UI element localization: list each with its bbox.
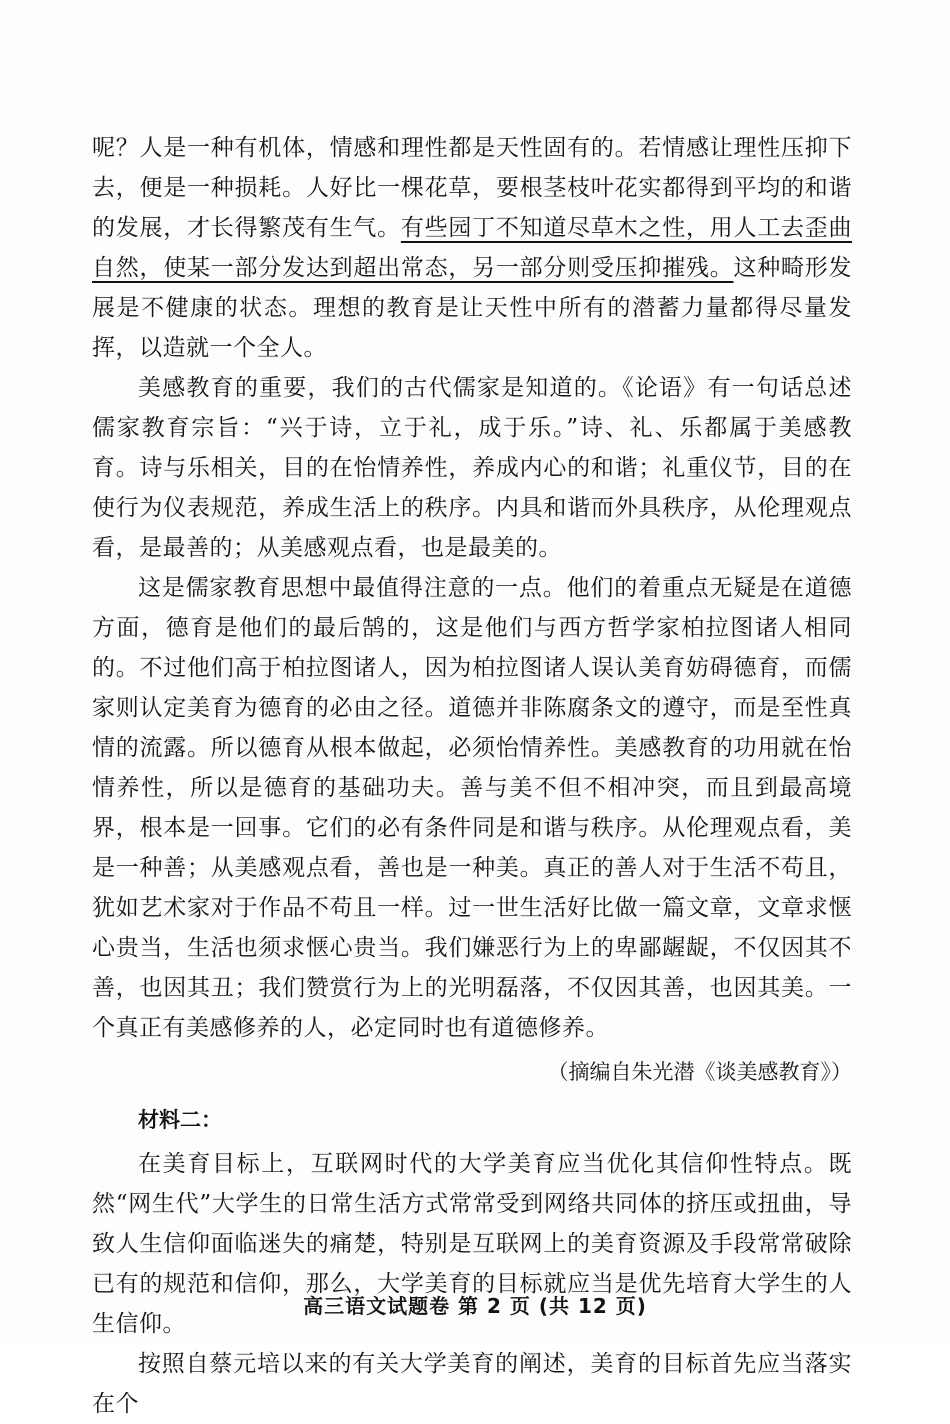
underlined-sentence: 有些园丁不知道尽草木之性，用人工去歪曲自然，使某一部分发达到超出常态，另一部分则受压抑摧残。 [92, 215, 853, 281]
material-two-label: 材料二： [138, 1108, 222, 1132]
paragraph-internet-aesthetics: 在美育目标上，互联网时代的大学美育应当优化其信仰性特点。既然“网生代”大学生的日常生活方式常常受到网络共同体的挤压或扭曲，导致人生信仰面临迷失的痛楚，特别是互联网上的美育资源及手段常常破除已有的规范和信仰，那么，大学美育的目标就应当是优先培育大学生的人生信仰。 [92, 1151, 852, 1337]
paragraph-text: 呢？人是一种有机体，情感和理性都是天性固有的。若情感让理性压抑下去，便是一种损耗。人好比一棵花草，要根茎枝叶花实都得到平均的和谐的发展，才长得繁茂有生气。 [92, 135, 852, 241]
page-footer: 高三语文试题卷 第 2 页 (共 12 页) [303, 1294, 647, 1318]
paragraph-organism [92, 128, 852, 368]
source-citation: （摘编自朱光潜《谈美感教育》） [547, 1060, 852, 1084]
paragraph-moral-education: 这是儒家教育思想中最值得注意的一点。他们的着重点无疑是在道德方面，德育是他们的最后鹄的，这是他们与西方哲学家柏拉图诸人相同的。不过他们高于柏拉图诸人，因为柏拉图诸人误认美育妨碍德育，而儒家则认定美育为德育的必由之径。道德并非陈腐条文的遵守，而是至性真情的流露。所以德育从根本做起，必须怡情养性。美感教育的功用就在怡情养性，所以是德育的基础功夫。善与美不但不相冲突，而且到最高境界，根本是一回事。它们的必有条件同是和谐与秩序。从伦理观点看，美是一种善；从美感观点看，善也是一种美。真正的善人对于生活不苟且，犹如艺术家对于作品不苟且一样。过一世生活好比做一篇文章，文章求惬心贵当，生活也须求惬心贵当。我们嫌恶行为上的卑鄙龌龊，不仅因其不善，也因其丑；我们赞赏行为上的光明磊落，不仅因其善，也因其美。一个真正有美感修养的人，必定同时也有道德修养。 [92, 575, 852, 1041]
paragraph-cai-yuanpei: 按照自蔡元培以来的有关大学美育的阐述，美育的目标首先应当落实在个 [92, 1351, 852, 1417]
paragraph-text: 这种畸形发展是不健康的状态。理想的教育是让天性中所有的潜蓄力量都得尽量发挥，以造就一个全人。 [92, 255, 853, 361]
paragraph-confucian-aesthetics: 美感教育的重要，我们的古代儒家是知道的。《论语》有一句话总述儒家教育宗旨：“兴于诗，立于礼，成于乐。”诗、礼、乐都属于美感教育。诗与乐相关，目的在怡情养性，养成内心的和谐；礼重仪节，目的在使行为仪表规范，养成生活上的秩序。内具和谐而外具秩序，从伦理观点看，是最善的；从美感观点看，也是最美的。 [92, 375, 852, 561]
reading-passage [92, 128, 852, 1424]
